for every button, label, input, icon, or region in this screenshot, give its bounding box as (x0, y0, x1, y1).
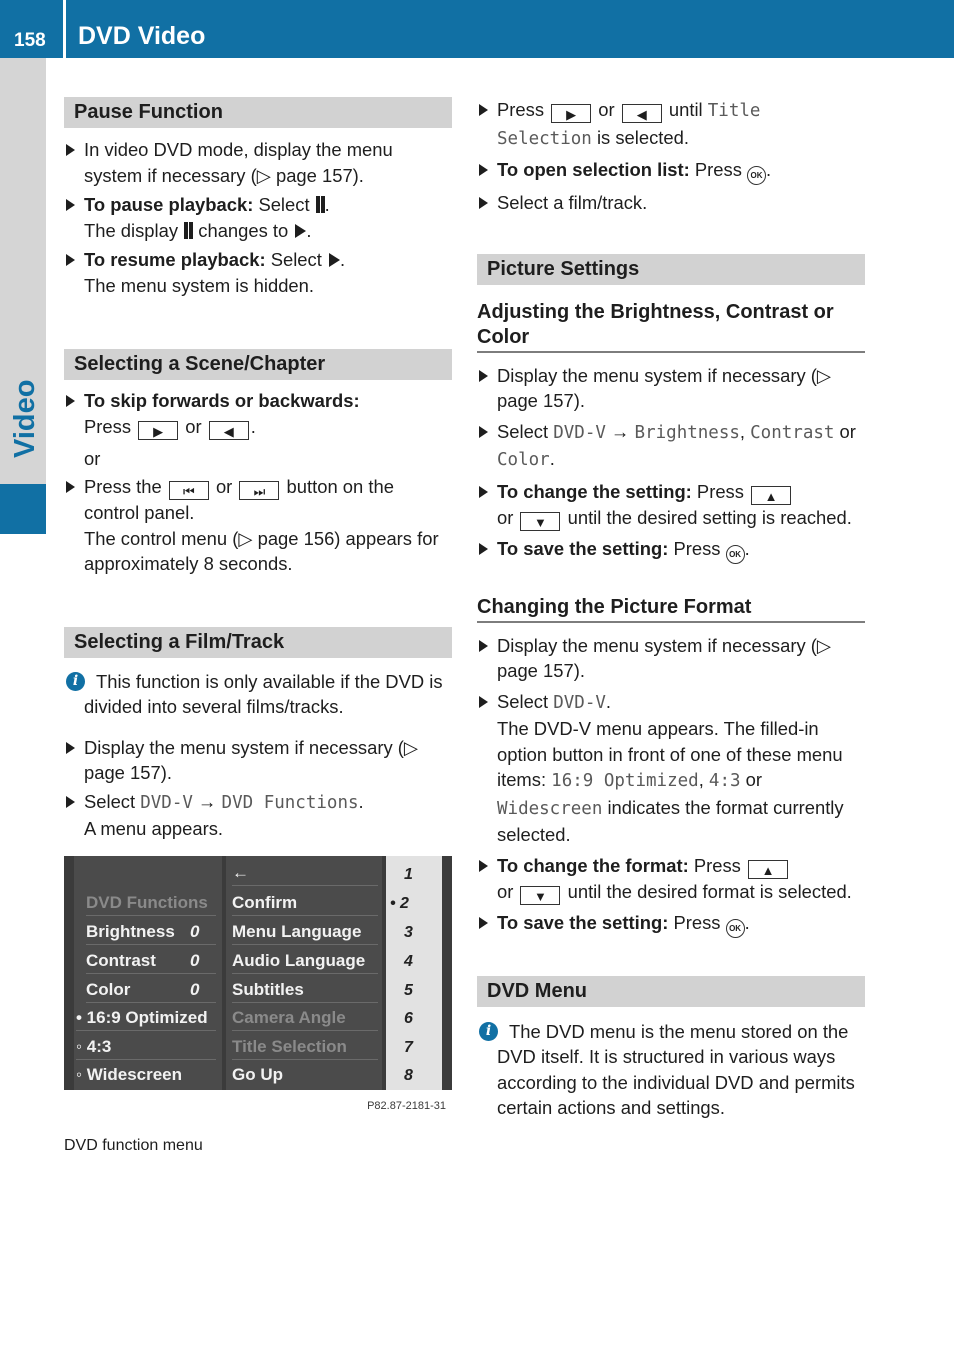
film-step-press-until-title: Press ▶ or ◀ until Title Selection is selected. (477, 97, 865, 152)
picture-step-select-option: Select DVD-V → Brightness, Contrast or Color. (477, 419, 865, 474)
dvd-function-menu-screenshot (64, 856, 452, 1090)
menu-item-menu-language: Menu Language (232, 919, 378, 946)
subheading-picture-format: Changing the Picture Format (477, 595, 865, 623)
image-reference-code: P82.87-2181-31 (367, 1099, 446, 1112)
page-header (0, 0, 954, 58)
subheading-brightness: Adjusting the Brightness, Contrast or Color (477, 300, 865, 353)
menu-item-widescreen: ◦ Widescreen (76, 1064, 183, 1084)
picture-step-display-menu: Display the menu system if necessary (▷ page 157). (477, 363, 865, 414)
track-number: 4 (404, 952, 413, 970)
chapter-title: DVD Video (78, 22, 206, 50)
pause-icon-bar (321, 196, 325, 213)
scene-step-control-panel: Press the ⏮ or ⏭ button on the control panel. The control menu (▷ page 156) appears for approximately 8 seconds. (64, 474, 452, 577)
header-divider (63, 0, 66, 58)
side-tab (0, 58, 46, 534)
format-step-display-menu: Display the menu system if necessary (▷ page 157). (477, 633, 865, 684)
play-key-icon: ▶ (138, 421, 178, 440)
section-heading-film: Selecting a Film/Track (64, 627, 452, 658)
ok-button-icon: OK (726, 919, 745, 938)
next-track-key-icon: ⏭ (239, 481, 279, 500)
previous-track-key-icon: ⏮ (169, 481, 209, 500)
pause-icon (316, 196, 320, 213)
track-number: 5 (404, 981, 413, 999)
side-tab-marker (0, 484, 46, 534)
side-tab-label: Video (9, 379, 41, 458)
track-number: 3 (404, 923, 413, 941)
down-key-icon: ▼ (520, 886, 560, 905)
film-step-select-track: Select a film/track. (477, 190, 865, 216)
menu-item-back: ← (232, 860, 378, 887)
film-step-select-functions: Select DVD-V → DVD Functions. A menu appears. (64, 789, 452, 842)
section-heading-scene: Selecting a Scene/Chapter (64, 349, 452, 380)
rewind-key-icon: ◀ (209, 421, 249, 440)
section-heading-dvd-menu: DVD Menu (477, 976, 865, 1007)
up-key-icon: ▲ (751, 486, 791, 505)
figure-caption: DVD function menu (64, 1137, 203, 1154)
play-key-icon: ▶ (551, 104, 591, 123)
picture-step-change-setting: To change the setting: Press ▲ or ▼ until the desired setting is reached. (477, 479, 865, 531)
section-heading-picture: Picture Settings (477, 254, 865, 285)
menu-item-camera-angle: Camera Angle (232, 1005, 378, 1032)
menu-item-title-selection: Title Selection (232, 1034, 378, 1061)
track-number: 7 (404, 1038, 413, 1056)
pause-step-resume: To resume playback: Select . The menu system is hidden. (64, 247, 452, 298)
up-key-icon: ▲ (748, 860, 788, 879)
info-icon: i (479, 1022, 498, 1041)
section-heading-pause: Pause Function (64, 97, 452, 128)
track-number-selected: • 2 (390, 894, 409, 912)
scene-step-skip: To skip forwards or backwards: Press ▶ or ◀ . (64, 388, 452, 440)
rewind-key-icon: ◀ (622, 104, 662, 123)
film-step-display-menu: Display the menu system if necessary (▷ page 157). (64, 735, 452, 786)
menu-item-color: Color (86, 977, 216, 1004)
menu-item-dvd-functions: DVD Functions (86, 890, 216, 917)
track-number: 1 (404, 865, 413, 883)
pause-icon (184, 222, 188, 239)
ok-button-icon: OK (726, 545, 745, 564)
track-number: 6 (404, 1009, 413, 1027)
left-column (64, 97, 452, 1159)
page-number: 158 (14, 30, 46, 51)
menu-item-contrast: Contrast (86, 948, 216, 975)
brightness-value: 0 (190, 921, 200, 941)
scene-or: or (84, 447, 101, 469)
film-info-note: i This function is only available if the DVD is divided into several films/tracks. (64, 669, 452, 720)
contrast-value: 0 (190, 950, 200, 970)
right-column (477, 97, 865, 1121)
format-step-select-dvdv: Select DVD-V. The DVD-V menu appears. The filled-in option button in front of one of these menu items: 16:9 Optimized, 4:3 or Widescreen indicates the format currently selected. (477, 689, 865, 848)
format-step-save-setting: To save the setting: Press OK . (477, 910, 865, 938)
play-icon (329, 253, 340, 267)
menu-item-brightness: Brightness (86, 919, 216, 946)
menu-item-go-up: Go Up (232, 1064, 283, 1084)
pause-step-display-menu: In video DVD mode, display the menu system if necessary (▷ page 157). (64, 137, 452, 188)
film-step-open-list: To open selection list: Press OK . (477, 157, 865, 185)
dvd-menu-info-note: i The DVD menu is the menu stored on the DVD itself. It is structured in various ways according to the individual DVD and permits certain actions and settings. (477, 1019, 865, 1121)
track-number: 8 (404, 1066, 413, 1084)
pause-step-pause-playback: To pause playback: Select . The display changes to . (64, 192, 452, 243)
menu-item-16-9-optimized: • 16:9 Optimized (76, 1005, 216, 1032)
menu-item-confirm: Confirm (232, 890, 378, 917)
info-icon: i (66, 672, 85, 691)
menu-item-audio-language: Audio Language (232, 948, 378, 975)
ok-button-icon: OK (747, 166, 766, 185)
play-icon (295, 224, 306, 238)
menu-item-subtitles: Subtitles (232, 977, 378, 1004)
picture-step-save-setting: To save the setting: Press OK . (477, 536, 865, 564)
menu-item-4-3: ◦ 4:3 (76, 1034, 216, 1061)
down-key-icon: ▼ (520, 512, 560, 531)
color-value: 0 (190, 979, 200, 999)
format-step-change-format: To change the format: Press ▲ or ▼ until the desired format is selected. (477, 853, 865, 905)
